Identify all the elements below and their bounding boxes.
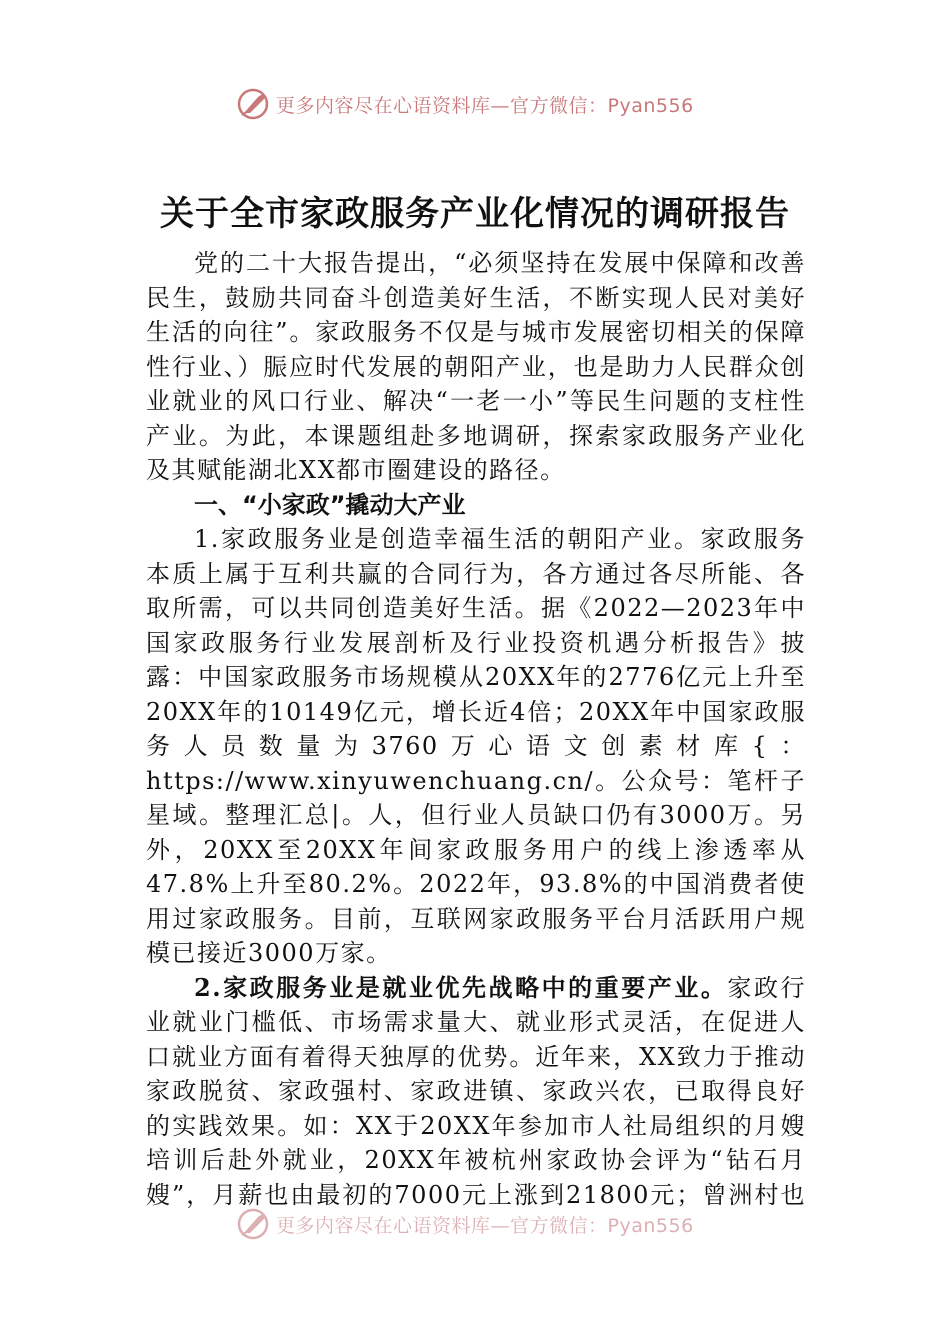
footer-wechat-id: Pyan556: [607, 1214, 694, 1237]
paragraph-1: 1.家政服务业是创造幸福生活的朝阳产业。家政服务本质上属于互利共赢的合同行为，各方通过各尽所能、各取所需，可以共同创造美好生活。据《2022—2023年中国家政服务行业发展剖析及行业投资机遇分析报告》披露：中国家政服务市场规模从20XX年的2776亿元上升至20XX年的10149亿元，增长近4倍；20XX年中国家政服务人员数量为3760万心语文创素材库{：https://www.xinyuwenchuang.cn/。公众号：笔杆子星域。整理汇总|。人，但行业人员缺口仍有3000万。另外，20XX至20XX年间家政服务用户的线上渗透率从47.8%上升至80.2%。2022年，93.8%的中国消费者使用过家政服务。目前，互联网家政服务平台月活跃用户规模已接近3000万家。: [146, 525, 806, 967]
footer-watermark-text: 更多内容尽在心语资料库—官方微信：Pyan556: [276, 1214, 694, 1237]
website-link[interactable]: https://www.xinyuwenchuang.cn/: [146, 766, 595, 795]
document-body: [146, 246, 806, 1212]
header-watermark-text: 更多内容尽在心语资料库—官方微信：Pyan556: [276, 94, 694, 117]
intro-paragraph: 党的二十大报告提出，“必须坚持在发展中保障和改善民生，鼓励共同奋斗创造美好生活，不断实现人民对美好生活的向往”。家政服务不仅是与城市发展密切相关的保障性行业、）脤应时代发展的朝阳产业，也是助力人民群众创业就业的风口行业、解决“一老一小”等民生问题的支柱性产业。为此，本课题组赴多地调研，探索家政服务产业化及其赋能湖北XX都市圈建设的路径。: [146, 249, 806, 484]
header-watermark: [236, 86, 694, 122]
footer-watermark: [236, 1206, 694, 1242]
wechat-id: Pyan556: [607, 94, 694, 117]
paragraph-2: 2.家政服务业是就业优先战略中的重要产业。家政行业就业门槛低、市场需求量大、就业形式灵活，在促进人口就业方面有着得天独厚的优势。近年来，XX致力于推动家政脱贫、家政强村、家政进镇、家政兴农，已取得良好的实践效果。如：XX于20XX年参加市人社局组织的月嫂培训后赴外就业，20XX年被杭州家政协会评为“钻石月嫂”，月薪也由最初的7000元上涨到21800元；曾洲村也: [146, 972, 806, 1209]
paragraph-2-lead: 2.家政服务业是就业优先战略中的重要产业。: [194, 972, 728, 1002]
section-heading-1: 一、“小家政”撬动大产业: [194, 490, 466, 519]
document-title: 关于全市家政服务产业化情况的调研报告: [160, 194, 790, 234]
quill-pen-logo-icon: [236, 1207, 270, 1241]
quill-pen-logo-icon: [236, 87, 270, 121]
